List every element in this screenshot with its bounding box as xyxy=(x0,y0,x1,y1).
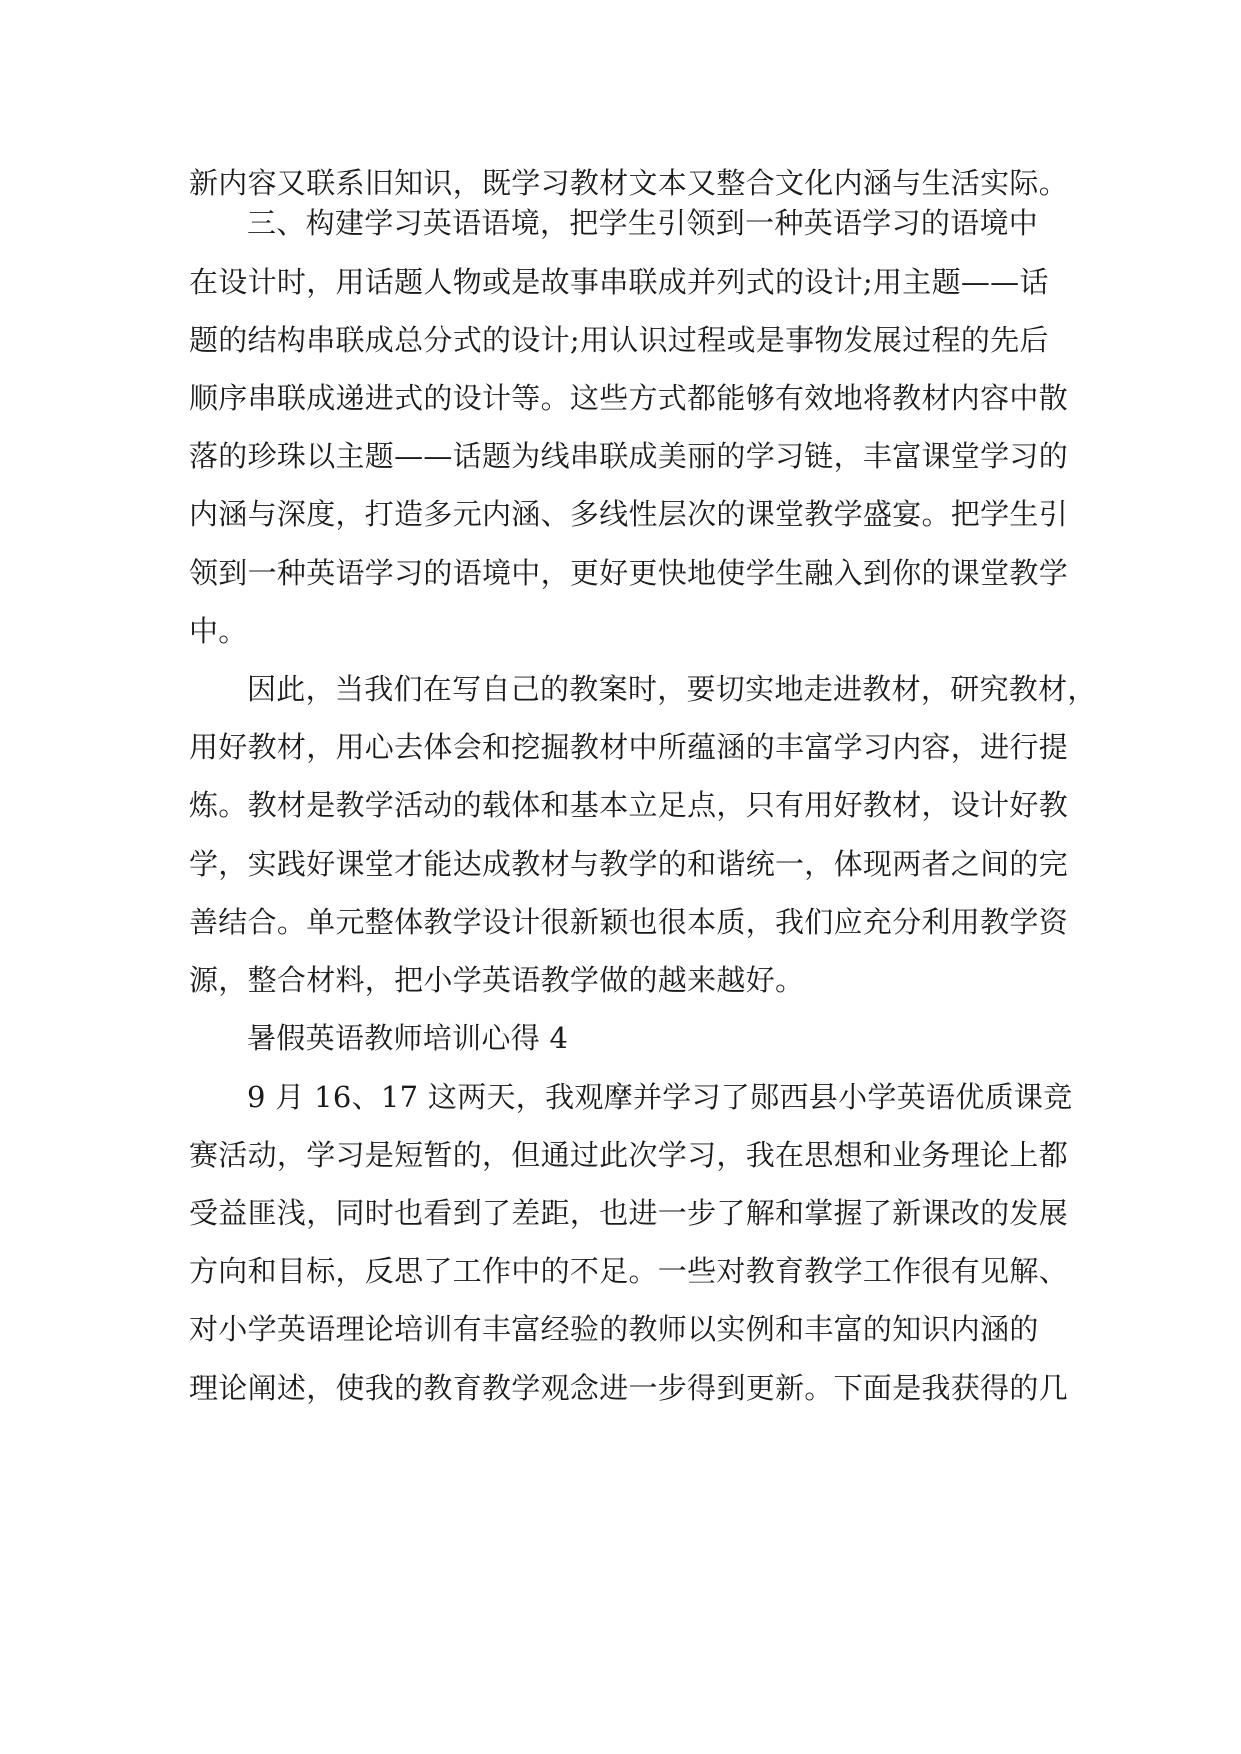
text-line: 学，实践好课堂才能达成教材与教学的和谐统一，体现两者之间的完 xyxy=(189,847,1069,881)
text-line: 在设计时，用话题人物或是故事串联成并列式的设计;用主题——话 xyxy=(189,265,1049,299)
text-line: 理论阐述，使我的教育教学观念进一步得到更新。下面是我获得的几 xyxy=(189,1371,1069,1405)
paragraph-start: 9 月 16、17 这两天，我观摩并学习了郧西县小学英语优质课竞 xyxy=(247,1080,1073,1114)
paragraph-start: 因此，当我们在写自己的教案时，要切实地走进教材，研究教材， xyxy=(247,672,1097,706)
text-line: 源，整合材料，把小学英语教学做的越来越好。 xyxy=(189,963,805,997)
text-line: 顺序串联成递进式的设计等。这些方式都能够有效地将教材内容中散 xyxy=(189,381,1069,415)
text-line: 领到一种英语学习的语境中，更好更快地使学生融入到你的课堂教学 xyxy=(189,556,1069,590)
text-line: 对小学英语理论培训有丰富经验的教师以实例和丰富的知识内涵的 xyxy=(189,1312,1039,1346)
section-heading: 三、构建学习英语语境，把学生引领到一种英语学习的语境中 xyxy=(247,206,1039,240)
section-title: 暑假英语教师培训心得 4 xyxy=(247,1021,569,1055)
text-line: 中。 xyxy=(189,614,248,648)
text-line: 新内容又联系旧知识，既学习教材文本又整合文化内涵与生活实际。 xyxy=(189,166,1069,200)
text-line: 赛活动，学习是短暂的，但通过此次学习，我在思想和业务理论上都 xyxy=(189,1138,1069,1172)
text-line: 受益匪浅，同时也看到了差距，也进一步了解和掌握了新课改的发展 xyxy=(189,1196,1069,1230)
text-line: 方向和目标，反思了工作中的不足。一些对教育教学工作很有见解、 xyxy=(189,1254,1069,1288)
text-line: 内涵与深度，打造多元内涵、多线性层次的课堂教学盛宴。把学生引 xyxy=(189,497,1069,531)
text-line: 题的结构串联成总分式的设计;用认识过程或是事物发展过程的先后 xyxy=(189,323,1049,357)
text-line: 炼。教材是教学活动的载体和基本立足点，只有用好教材，设计好教 xyxy=(189,788,1069,822)
text-line: 落的珍珠以主题——话题为线串联成美丽的学习链，丰富课堂学习的 xyxy=(189,439,1069,473)
text-line: 用好教材，用心去体会和挖掘教材中所蕴涵的丰富学习内容，进行提 xyxy=(189,730,1069,764)
text-line: 善结合。单元整体教学设计很新颖也很本质，我们应充分利用教学资 xyxy=(189,905,1069,939)
